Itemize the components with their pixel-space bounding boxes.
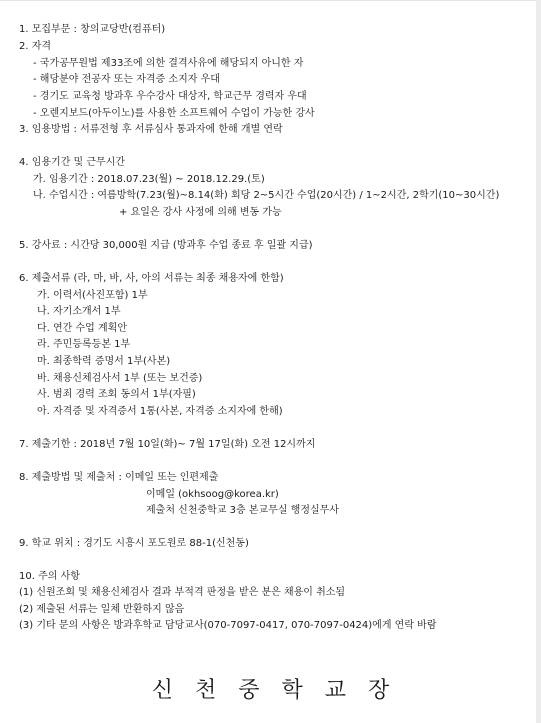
page-top-border bbox=[0, 0, 541, 1]
document-item: 아. 자격증 및 자격증서 1통(사본, 자격증 소지자에 한해) bbox=[37, 406, 283, 417]
principal-signature-line: 신천중학교장 bbox=[151, 678, 412, 703]
notice-item: (2) 제출된 서류는 일체 반환하지 않음 bbox=[19, 604, 185, 615]
class-hours: 나. 수업시간 : 여름방학(7.23(월)~8.14(화) 회당 2~5시간 수업(20시간) / 1~2시간, 2학기(10~30시간) bbox=[33, 190, 500, 201]
section-8-submission: 8. 제출방법 및 제출처 : 이메일 또는 인편제출 bbox=[19, 472, 219, 483]
notice-item: (1) 신원조회 및 채용신체검사 결과 부적격 판정을 받은 분은 채용이 취소됨 bbox=[19, 587, 346, 598]
section-6-title: 6. 제출서류 (라, 마, 바, 사, 아의 서류는 최종 채용자에 한함) bbox=[19, 273, 284, 284]
section-5-fee: 5. 강사료 : 시간당 30,000원 지급 (방과후 수업 종료 후 일괄 지급) bbox=[19, 240, 313, 251]
class-hours-note: + 요일은 강사 사정에 의해 변동 가능 bbox=[119, 207, 282, 218]
employment-period: 가. 임용기간 : 2018.07.23(월) ~ 2018.12.29.(토) bbox=[33, 174, 265, 185]
qualification-item: - 경기도 교육청 방과후 우수강사 대상자, 학교근무 경력자 우대 bbox=[33, 91, 307, 102]
section-10-title: 10. 주의 사항 bbox=[19, 571, 80, 582]
document-item: 바. 채용신체검사서 1부 (또는 보건증) bbox=[37, 373, 203, 384]
document-item: 가. 이력서(사진포함) 1부 bbox=[37, 290, 148, 301]
section-4-title: 4. 임용기간 및 근무시간 bbox=[19, 157, 126, 168]
section-3-hiring-method: 3. 임용방법 : 서류전형 후 서류심사 통과자에 한해 개별 연락 bbox=[19, 124, 283, 135]
section-1-recruitment-field: 1. 모집부문 : 창의교당반(컴퓨터) bbox=[19, 24, 166, 35]
notice-item: (3) 기타 문의 사항은 방과후학교 담당교사(070-7097-0417, 070-7097-0424)에게 연락 바람 bbox=[19, 620, 437, 631]
document-item: 마. 최종학력 증명서 1부(사본) bbox=[37, 356, 171, 367]
submission-email: 이메일 (okhsoog@korea.kr) bbox=[146, 489, 279, 500]
document-item: 나. 자기소개서 1부 bbox=[37, 306, 121, 317]
section-7-deadline: 7. 제출기한 : 2018년 7월 10일(화)~ 7월 17일(화) 오전 12시까지 bbox=[19, 439, 316, 450]
qualification-item: - 국가공무원법 제33조에 의한 결격사유에 해당되지 아니한 자 bbox=[33, 58, 304, 69]
submission-office: 제출처 신천중학교 3층 본교무실 행정실무사 bbox=[146, 505, 339, 516]
window-right-edge bbox=[536, 0, 541, 723]
document-item: 라. 주민등록등본 1부 bbox=[37, 339, 131, 350]
document-item: 사. 범죄 경력 조회 동의서 1부(자필) bbox=[37, 389, 196, 400]
section-2-title: 2. 자격 bbox=[19, 41, 52, 52]
qualification-item: - 해당분야 전공자 또는 자격증 소지자 우대 bbox=[33, 74, 220, 85]
section-9-location: 9. 학교 위치 : 경기도 시흥시 포도원로 88-1(신천동) bbox=[19, 538, 249, 549]
document-item: 다. 연간 수업 계획안 bbox=[37, 323, 127, 334]
qualification-item: - 오렌지보드(아두이노)를 사용한 소프트웨어 수업이 가능한 강사 bbox=[33, 108, 315, 119]
